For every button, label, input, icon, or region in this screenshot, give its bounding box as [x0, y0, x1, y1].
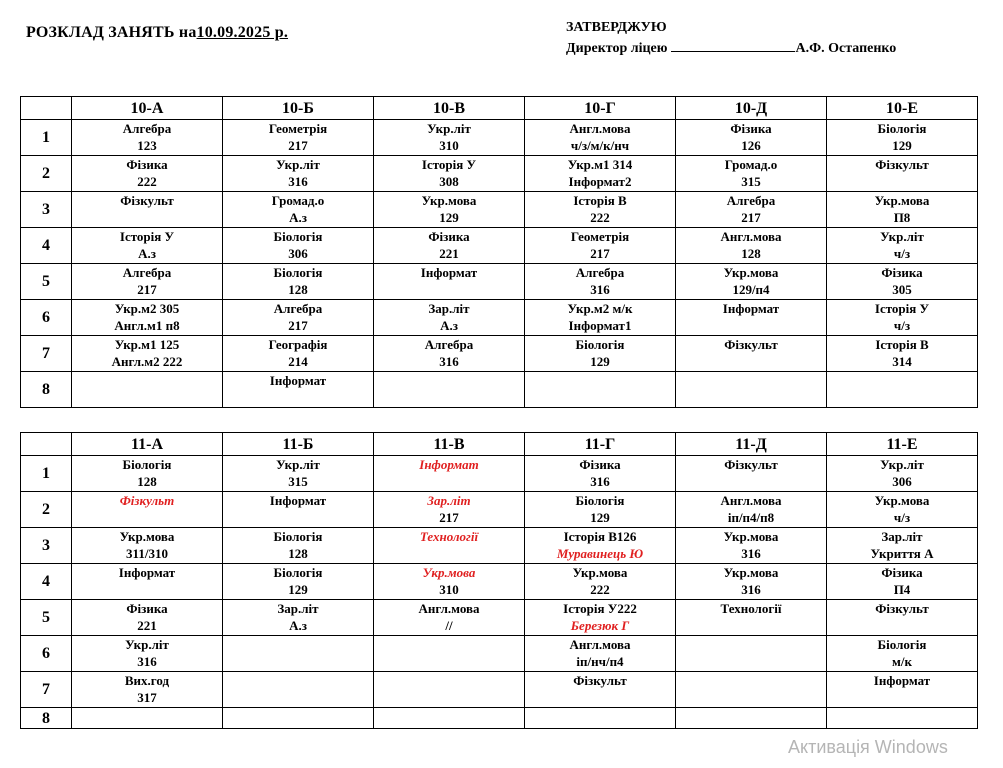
room-text: А.з	[289, 618, 307, 633]
lesson-cell	[525, 120, 676, 156]
subject-text: Геометрія	[570, 229, 630, 244]
lesson-number: 1	[21, 120, 72, 156]
lesson-cell	[525, 564, 676, 600]
lesson-cell	[72, 672, 223, 708]
lesson-row	[21, 564, 978, 600]
table-header-row	[21, 97, 978, 120]
class-header: 11-Б	[223, 433, 374, 456]
room-text: 217	[288, 138, 308, 153]
room-text: 222	[590, 582, 610, 597]
lesson-number: 3	[21, 528, 72, 564]
room-text: 128	[288, 546, 308, 561]
room-text: 306	[288, 246, 308, 261]
lesson-cell	[72, 708, 223, 729]
lesson-cell	[72, 336, 223, 372]
lesson-cell	[223, 636, 374, 672]
room-text: 221	[439, 246, 459, 261]
lesson-cell	[72, 528, 223, 564]
lesson-cell	[827, 528, 978, 564]
subject-text: Фізика	[881, 265, 923, 280]
subject-text: Фізкульт	[120, 193, 174, 208]
corner-cell	[21, 433, 72, 456]
subject-text: Інформат	[118, 565, 176, 580]
room-text: 316	[590, 282, 610, 297]
room-text: 308	[439, 174, 459, 189]
lesson-cell	[223, 564, 374, 600]
lesson-cell	[374, 336, 525, 372]
lesson-row	[21, 456, 978, 492]
director-name: А.Ф. Остапенко	[795, 41, 897, 56]
lesson-row	[21, 120, 978, 156]
lesson-number: 1	[21, 456, 72, 492]
lesson-cell	[676, 156, 827, 192]
room-text: Інформат1	[568, 318, 632, 333]
lesson-row	[21, 228, 978, 264]
lesson-number: 4	[21, 564, 72, 600]
lesson-cell	[374, 192, 525, 228]
lesson-cell	[374, 120, 525, 156]
subject-text: Громад.о	[271, 193, 325, 208]
subject-text: Біологія	[575, 493, 625, 508]
class-header: 11-А	[72, 433, 223, 456]
lesson-cell	[827, 456, 978, 492]
subject-text: Укр.мова	[723, 529, 779, 544]
class-header: 11-В	[374, 433, 525, 456]
lesson-cell	[223, 528, 374, 564]
room-text: 129	[590, 510, 610, 525]
lesson-row	[21, 636, 978, 672]
room-text: 129	[439, 210, 459, 225]
subject-text: Біологія	[575, 337, 625, 352]
subject-text: Інформат	[420, 265, 478, 280]
room-text: 123	[137, 138, 157, 153]
approval-block	[566, 18, 896, 59]
subject-text: Укр.мова	[723, 265, 779, 280]
lesson-cell	[374, 300, 525, 336]
lesson-cell	[223, 192, 374, 228]
schedule-date: 10.09.2025 р.	[196, 24, 289, 41]
director-label: Директор ліцею	[566, 41, 668, 56]
lesson-number: 4	[21, 228, 72, 264]
room-text: ч/з	[893, 246, 911, 261]
lesson-row	[21, 192, 978, 228]
lesson-cell	[72, 456, 223, 492]
room-text: 129/п4	[732, 282, 770, 297]
room-text: 128	[137, 474, 157, 489]
room-text: 217	[439, 510, 459, 525]
room-text: 221	[137, 618, 157, 633]
lesson-cell	[827, 264, 978, 300]
subject-text: Укр.м1 125	[114, 337, 180, 352]
lesson-cell	[223, 264, 374, 300]
lesson-number: 2	[21, 492, 72, 528]
lesson-cell	[525, 672, 676, 708]
subject-text: Вих.год	[124, 673, 170, 688]
schedule-table-10	[20, 96, 978, 408]
room-text: 128	[741, 246, 761, 261]
subject-text: Біологія	[273, 265, 323, 280]
subject-text: Алгебра	[122, 121, 172, 136]
lesson-cell	[827, 708, 978, 729]
subject-text: Алгебра	[273, 301, 323, 316]
lesson-cell	[374, 264, 525, 300]
subject-text: Фізкульт	[119, 493, 175, 508]
lesson-cell	[676, 564, 827, 600]
lesson-cell	[223, 228, 374, 264]
lesson-cell	[374, 636, 525, 672]
room-text: 311/310	[126, 546, 168, 561]
room-text: 310	[439, 138, 459, 153]
subject-text: Біологія	[273, 229, 323, 244]
lesson-cell	[72, 564, 223, 600]
lesson-cell	[525, 600, 676, 636]
lesson-number: 5	[21, 264, 72, 300]
subject-text: Історія У	[874, 301, 930, 316]
lesson-cell	[223, 708, 374, 729]
lesson-cell	[676, 228, 827, 264]
subject-text: Укр.літ	[427, 121, 471, 136]
subject-text: Укр.літ	[276, 457, 320, 472]
subject-text: Історія В126	[563, 529, 637, 544]
lesson-cell	[223, 300, 374, 336]
subject-text: Фізика	[730, 121, 772, 136]
room-text: ч/з/м/к/нч	[570, 138, 630, 153]
room-text: 129	[590, 354, 610, 369]
lesson-cell	[827, 336, 978, 372]
room-text: Укриття А	[870, 546, 934, 561]
lesson-number: 5	[21, 600, 72, 636]
lesson-row	[21, 156, 978, 192]
lesson-number: 3	[21, 192, 72, 228]
lesson-cell	[676, 708, 827, 729]
lesson-cell	[374, 672, 525, 708]
lesson-cell	[72, 192, 223, 228]
room-text: П4	[893, 582, 911, 597]
subject-text: Фізика	[126, 157, 168, 172]
lesson-cell	[374, 456, 525, 492]
room-text: П8	[893, 210, 911, 225]
subject-text: Укр.мова	[572, 565, 628, 580]
lesson-cell	[72, 492, 223, 528]
windows-activation-watermark: Активація Windows	[788, 737, 948, 757]
schedule-title	[26, 24, 288, 42]
lesson-cell	[374, 156, 525, 192]
lesson-number: 7	[21, 336, 72, 372]
room-text: 217	[288, 318, 308, 333]
lesson-row	[21, 600, 978, 636]
lesson-cell	[525, 300, 676, 336]
lesson-number: 8	[21, 372, 72, 408]
lesson-row	[21, 300, 978, 336]
room-text: 314	[892, 354, 912, 369]
subject-text: Англ.мова	[720, 493, 782, 508]
subject-text: Зар.літ	[427, 493, 471, 508]
lesson-cell	[827, 636, 978, 672]
lesson-cell	[374, 564, 525, 600]
lesson-cell	[525, 492, 676, 528]
room-text: 214	[288, 354, 308, 369]
lesson-cell	[676, 300, 827, 336]
approve-title: ЗАТВЕРДЖУЮ	[566, 20, 667, 35]
class-header: 10-Е	[827, 97, 978, 120]
subject-text: Алгебра	[575, 265, 625, 280]
subject-text: Біологія	[877, 637, 927, 652]
lesson-cell	[676, 336, 827, 372]
lesson-cell	[676, 600, 827, 636]
subject-text: Інформат	[722, 301, 780, 316]
subject-text: Зар.літ	[277, 601, 319, 616]
room-text: Англ.м2 222	[111, 354, 183, 369]
lesson-cell	[223, 600, 374, 636]
subject-text: Історія У222	[563, 601, 637, 616]
room-text: 129	[892, 138, 912, 153]
lesson-cell	[827, 192, 978, 228]
subject-text: Укр.мова	[723, 565, 779, 580]
room-text: 305	[892, 282, 912, 297]
subject-text: Фізкульт	[875, 601, 929, 616]
class-header: 11-Г	[525, 433, 676, 456]
subject-text: Укр.мова	[874, 193, 930, 208]
room-text: 126	[741, 138, 761, 153]
schedule-table-11	[20, 432, 978, 729]
room-text: 128	[288, 282, 308, 297]
lesson-cell	[223, 372, 374, 408]
lesson-cell	[525, 336, 676, 372]
subject-text: Укр.мова	[421, 193, 477, 208]
room-text: 317	[137, 690, 157, 705]
room-text: Березюк Г	[570, 618, 630, 633]
lesson-cell	[676, 672, 827, 708]
subject-text: Геометрія	[268, 121, 328, 136]
subject-text: Фізкульт	[724, 457, 778, 472]
lesson-row	[21, 672, 978, 708]
lesson-cell	[374, 600, 525, 636]
room-text: Англ.м1 п8	[114, 318, 180, 333]
lesson-cell	[676, 636, 827, 672]
lesson-cell	[72, 156, 223, 192]
subject-text: Англ.мова	[720, 229, 782, 244]
director-line	[566, 38, 896, 59]
subject-text: Укр.мова	[422, 565, 476, 580]
lesson-cell	[827, 300, 978, 336]
lesson-cell	[72, 300, 223, 336]
room-text: 222	[590, 210, 610, 225]
class-header: 10-Д	[676, 97, 827, 120]
lesson-cell	[72, 228, 223, 264]
lesson-cell	[525, 264, 676, 300]
lesson-cell	[827, 600, 978, 636]
room-text: ч/з	[893, 318, 911, 333]
subject-text: Громад.о	[724, 157, 778, 172]
lesson-number: 2	[21, 156, 72, 192]
lesson-cell	[525, 372, 676, 408]
subject-text: Історія В	[573, 193, 627, 208]
lesson-cell	[827, 492, 978, 528]
subject-text: Англ.мова	[569, 637, 631, 652]
lesson-cell	[525, 708, 676, 729]
lesson-cell	[827, 372, 978, 408]
room-text: 316	[741, 582, 761, 597]
room-text: А.з	[440, 318, 458, 333]
lesson-cell	[374, 708, 525, 729]
corner-cell	[21, 97, 72, 120]
room-text: А.з	[138, 246, 156, 261]
room-text: 316	[741, 546, 761, 561]
subject-text: Фізика	[428, 229, 470, 244]
subject-text: Укр.літ	[125, 637, 169, 652]
subject-text: Фізика	[881, 565, 923, 580]
room-text: м/к	[892, 654, 912, 669]
lesson-row	[21, 264, 978, 300]
subject-text: Укр.м2 305	[114, 301, 180, 316]
lesson-cell	[223, 120, 374, 156]
subject-text: Алгебра	[726, 193, 776, 208]
lesson-row	[21, 372, 978, 408]
lesson-number: 6	[21, 636, 72, 672]
signature-line	[671, 38, 795, 52]
subject-text: Біологія	[273, 565, 323, 580]
lesson-cell	[223, 672, 374, 708]
subject-text: Укр.мова	[874, 493, 930, 508]
lesson-number: 7	[21, 672, 72, 708]
subject-text: Фізкульт	[875, 157, 929, 172]
room-text: 315	[288, 474, 308, 489]
class-header: 10-В	[374, 97, 525, 120]
subject-text: Алгебра	[122, 265, 172, 280]
subject-text: Біологія	[877, 121, 927, 136]
lesson-cell	[676, 120, 827, 156]
title-prefix: РОЗКЛАД ЗАНЯТЬ на	[26, 24, 197, 41]
lesson-cell	[374, 528, 525, 564]
lesson-cell	[72, 264, 223, 300]
lesson-cell	[72, 600, 223, 636]
subject-text: Технології	[419, 529, 479, 544]
lesson-cell	[374, 372, 525, 408]
subject-text: Зар.літ	[881, 529, 923, 544]
lesson-cell	[223, 492, 374, 528]
subject-text: Алгебра	[424, 337, 474, 352]
lesson-number: 6	[21, 300, 72, 336]
lesson-cell	[676, 528, 827, 564]
lesson-cell	[374, 228, 525, 264]
subject-text: Біологія	[273, 529, 323, 544]
room-text: 222	[137, 174, 157, 189]
subject-text: Інформат	[269, 493, 327, 508]
subject-text: Укр.м2 м/к	[567, 301, 633, 316]
room-text: 315	[741, 174, 761, 189]
lesson-cell	[374, 492, 525, 528]
lesson-cell	[525, 228, 676, 264]
subject-text: Укр.літ	[880, 229, 924, 244]
lesson-cell	[525, 456, 676, 492]
room-text: 310	[439, 582, 459, 597]
class-header: 11-Е	[827, 433, 978, 456]
lesson-cell	[72, 120, 223, 156]
subject-text: Історія В	[875, 337, 929, 352]
lesson-row	[21, 336, 978, 372]
subject-text: Історія У	[421, 157, 477, 172]
table-header-row	[21, 433, 978, 456]
subject-text: Історія У	[119, 229, 175, 244]
lesson-cell	[827, 120, 978, 156]
lesson-cell	[827, 228, 978, 264]
subject-text: Англ.мова	[418, 601, 480, 616]
subject-text: Укр.мова	[119, 529, 175, 544]
lesson-cell	[223, 156, 374, 192]
subject-text: Укр.літ	[880, 457, 924, 472]
room-text: 316	[137, 654, 157, 669]
lesson-cell	[676, 372, 827, 408]
room-text: А.з	[289, 210, 307, 225]
room-text: 316	[288, 174, 308, 189]
subject-text: Укр.м1 314	[567, 157, 633, 172]
class-header: 10-Б	[223, 97, 374, 120]
lesson-row	[21, 492, 978, 528]
room-text: 306	[892, 474, 912, 489]
room-text: Муравинець Ю	[556, 546, 644, 561]
room-text: іп/п4/п8	[727, 510, 775, 525]
room-text: 217	[741, 210, 761, 225]
lesson-cell	[72, 372, 223, 408]
lesson-cell	[827, 672, 978, 708]
lesson-cell	[223, 336, 374, 372]
lesson-cell	[525, 636, 676, 672]
lesson-cell	[676, 264, 827, 300]
subject-text: Біологія	[122, 457, 172, 472]
subject-text: Фізика	[126, 601, 168, 616]
lesson-row	[21, 528, 978, 564]
lesson-cell	[223, 456, 374, 492]
room-text: 217	[590, 246, 610, 261]
subject-text: Фізика	[579, 457, 621, 472]
room-text: //	[445, 618, 453, 633]
room-text: ч/з	[893, 510, 911, 525]
lesson-cell	[525, 528, 676, 564]
class-header: 10-А	[72, 97, 223, 120]
room-text: 316	[590, 474, 610, 489]
room-text: Інформат2	[568, 174, 632, 189]
lesson-cell	[827, 156, 978, 192]
room-text: іп/нч/п4	[576, 654, 624, 669]
subject-text: Зар.літ	[428, 301, 470, 316]
class-header: 10-Г	[525, 97, 676, 120]
subject-text: Географія	[268, 337, 328, 352]
subject-text: Технології	[720, 601, 782, 616]
subject-text: Укр.літ	[276, 157, 320, 172]
subject-text: Фізкульт	[724, 337, 778, 352]
lesson-cell	[525, 192, 676, 228]
room-text: 129	[288, 582, 308, 597]
class-header: 11-Д	[676, 433, 827, 456]
room-text: 217	[137, 282, 157, 297]
lesson-cell	[72, 636, 223, 672]
subject-text: Англ.мова	[569, 121, 631, 136]
lesson-cell	[525, 156, 676, 192]
lesson-cell	[676, 492, 827, 528]
subject-text: Фізкульт	[573, 673, 627, 688]
lesson-cell	[676, 192, 827, 228]
lesson-cell	[676, 456, 827, 492]
lesson-cell	[827, 564, 978, 600]
lesson-number: 8	[21, 708, 72, 729]
lesson-row	[21, 708, 978, 729]
room-text: 316	[439, 354, 459, 369]
subject-text: Інформат	[269, 373, 327, 388]
subject-text: Інформат	[419, 457, 479, 472]
subject-text: Інформат	[873, 673, 931, 688]
